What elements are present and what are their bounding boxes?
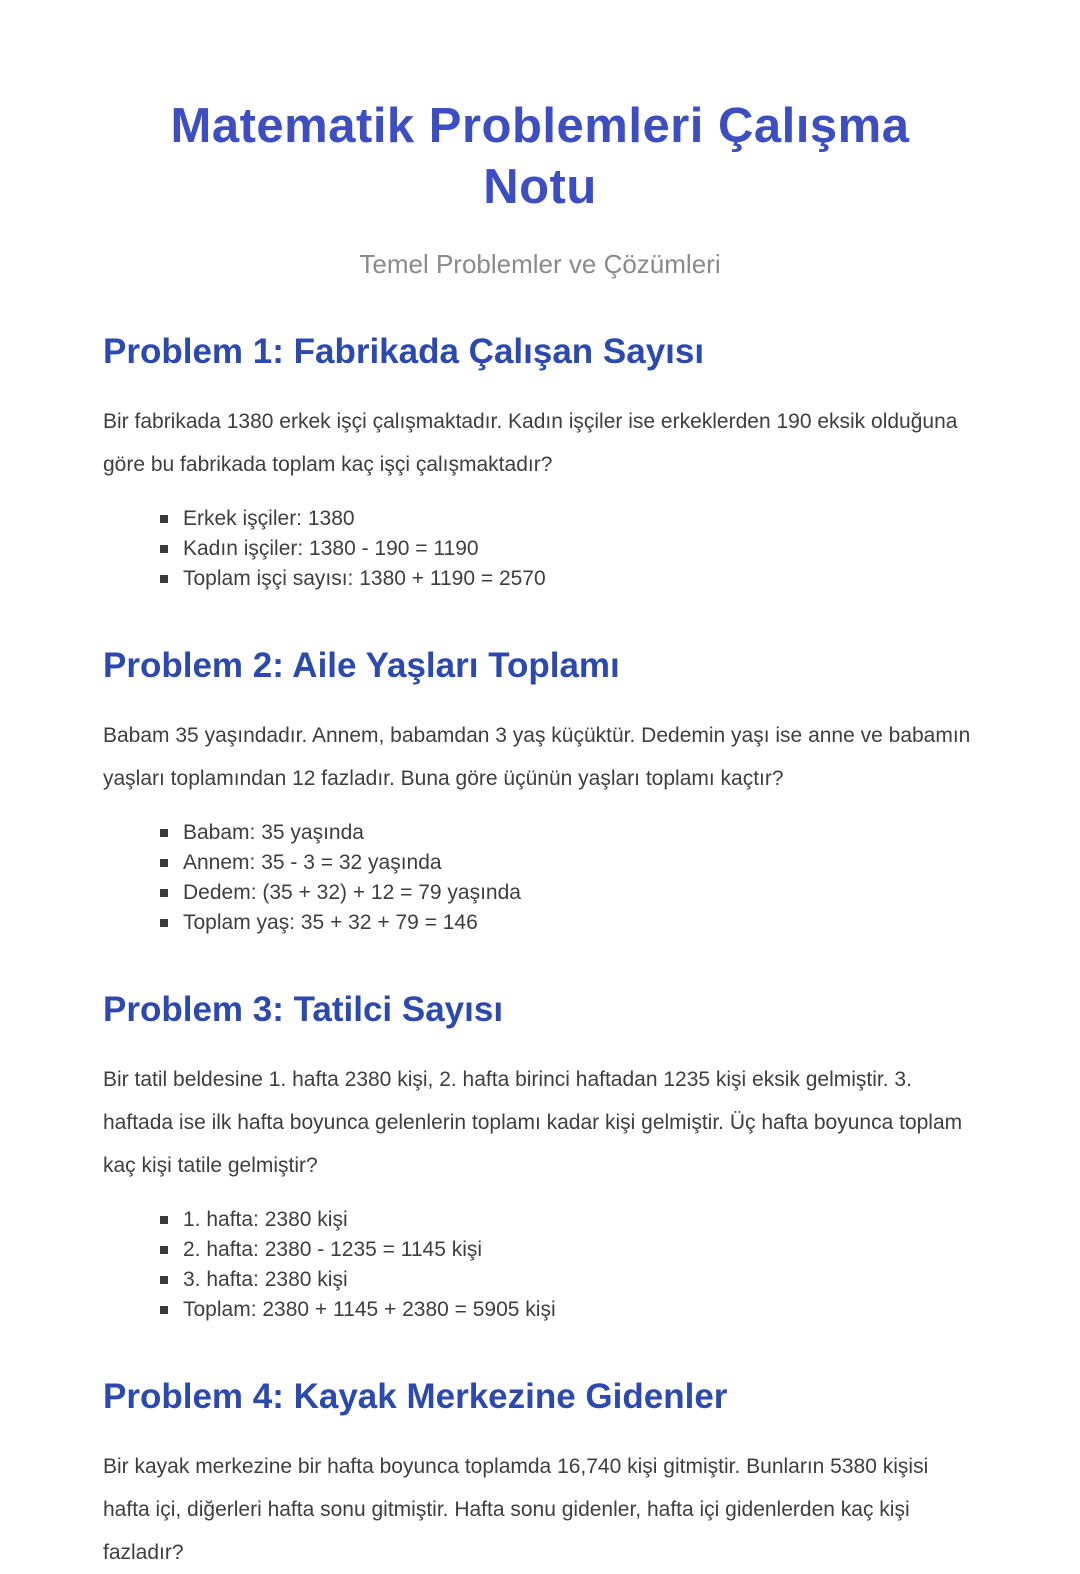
list-item: Toplam: 2380 + 1145 + 2380 = 5905 kişi bbox=[183, 1295, 977, 1325]
list-item: Dedem: (35 + 32) + 12 = 79 yaşında bbox=[183, 878, 977, 908]
list-item: Toplam yaş: 35 + 32 + 79 = 146 bbox=[183, 908, 977, 938]
section-heading-problem-2: Problem 2: Aile Yaşları Toplamı bbox=[103, 646, 620, 685]
solution-list-problem-3 bbox=[103, 1205, 977, 1325]
list-item: Kadın işçiler: 1380 - 190 = 1190 bbox=[183, 534, 977, 564]
page-subtitle: Temel Problemler ve Çözümleri bbox=[359, 249, 721, 279]
section-problem-3 bbox=[103, 988, 977, 1325]
solution-list-problem-2 bbox=[103, 818, 977, 938]
section-heading-problem-1: Problem 1: Fabrikada Çalışan Sayısı bbox=[103, 332, 705, 371]
list-item: 2. hafta: 2380 - 1235 = 1145 kişi bbox=[183, 1235, 977, 1265]
solution-list-problem-1 bbox=[103, 504, 977, 594]
section-heading-problem-3: Problem 3: Tatilci Sayısı bbox=[103, 990, 504, 1029]
section-body-problem-1: Bir fabrikada 1380 erkek işçi çalışmaktadır. Kadın işçiler ise erkeklerden 190 eksik olduğuna göre bu fabrikada toplam kaç işçi çalışmaktadır? bbox=[103, 410, 958, 476]
section-problem-1 bbox=[103, 330, 977, 594]
list-item: Babam: 35 yaşında bbox=[183, 818, 977, 848]
list-item: Erkek işçiler: 1380 bbox=[183, 504, 977, 534]
section-heading-problem-4: Problem 4: Kayak Merkezine Gidenler bbox=[103, 1377, 728, 1416]
section-problem-2 bbox=[103, 644, 977, 938]
section-body-problem-4: Bir kayak merkezine bir hafta boyunca toplamda 16,740 kişi gitmiştir. Bunların 5380 kişisi hafta içi, diğerleri hafta sonu gitmiştir. Hafta sonu gidenler, hafta içi gidenlerden kaç kişi fazladır? bbox=[103, 1455, 929, 1564]
section-problem-4 bbox=[103, 1375, 977, 1574]
section-body-problem-2: Babam 35 yaşındadır. Annem, babamdan 3 yaş küçüktür. Dedemin yaşı ise anne ve babamın yaşları toplamından 12 fazladır. Buna göre üçünün yaşları toplamı kaçtır? bbox=[103, 724, 971, 790]
list-item: 1. hafta: 2380 kişi bbox=[183, 1205, 977, 1235]
page-title: Matematik Problemleri Çalışma Notu bbox=[170, 99, 910, 214]
section-body-problem-3: Bir tatil beldesine 1. hafta 2380 kişi, 2. hafta birinci haftadan 1235 kişi eksik gelmiştir. 3. haftada ise ilk hafta boyunca gelenlerin toplamı kadar kişi gelmiştir. Üç hafta boyunca toplam kaç kişi tatile gelmiştir? bbox=[103, 1068, 963, 1177]
list-item: Toplam işçi sayısı: 1380 + 1190 = 2570 bbox=[183, 564, 977, 594]
list-item: Annem: 35 - 3 = 32 yaşında bbox=[183, 848, 977, 878]
list-item: 3. hafta: 2380 kişi bbox=[183, 1265, 977, 1295]
